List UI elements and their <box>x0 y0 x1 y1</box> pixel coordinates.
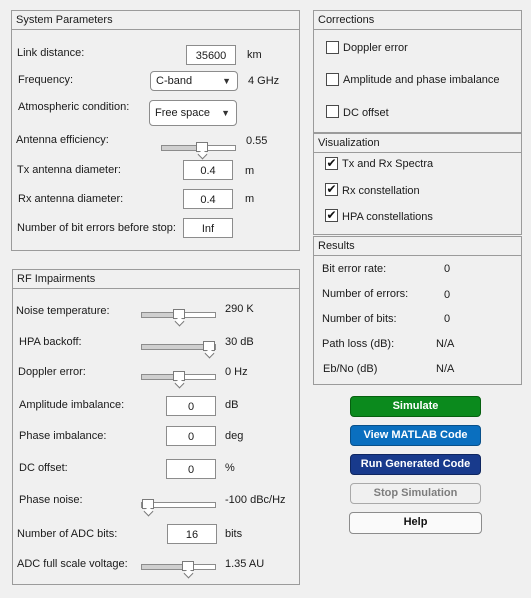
rx-diameter-label: Rx antenna diameter: <box>18 193 124 205</box>
hpa-constellations-label: HPA constellations <box>342 211 433 223</box>
dc-offset-unit: % <box>225 462 235 474</box>
antenna-efficiency-label: Antenna efficiency: <box>16 134 109 146</box>
frequency-value: C-band <box>156 75 193 87</box>
frequency-unit: 4 GHz <box>248 75 280 87</box>
adc-voltage-value: 1.35 AU <box>225 558 265 570</box>
link-distance-unit: km <box>247 49 262 61</box>
noise-temp-label: Noise temperature: <box>16 305 110 317</box>
atmospheric-label: Atmospheric condition: <box>18 101 130 113</box>
system-parameters-title: System Parameters <box>12 11 299 30</box>
phase-imbalance-field[interactable]: 0 <box>166 426 216 446</box>
help-button[interactable]: Help <box>349 512 482 534</box>
num-bits-value: 0 <box>444 313 451 325</box>
tx-diameter-field[interactable]: 0.4 <box>183 160 233 180</box>
phase-noise-value: -100 dBc/Hz <box>225 494 286 506</box>
rx-constellation-label: Rx constellation <box>342 185 420 197</box>
atmospheric-dropdown[interactable] <box>149 100 237 126</box>
link-distance-field[interactable]: 35600 <box>186 45 236 65</box>
ber-label: Bit error rate: <box>322 263 387 275</box>
dc-offset-field[interactable]: 0 <box>166 459 216 479</box>
corrections-title: Corrections <box>314 11 521 30</box>
adc-voltage-slider[interactable] <box>141 564 216 570</box>
amp-phase-imbalance-checkbox[interactable] <box>326 73 339 86</box>
frequency-dropdown[interactable] <box>150 71 238 91</box>
phase-noise-slider[interactable] <box>141 502 216 508</box>
visualization-title: Visualization <box>314 134 521 153</box>
amp-imbalance-label: Amplitude imbalance: <box>19 399 125 411</box>
chevron-down-icon: ▼ <box>222 76 231 86</box>
slider-thumb[interactable] <box>196 142 208 152</box>
amp-imbalance-unit: dB <box>225 399 239 411</box>
hpa-constellations-checkbox[interactable]: ✔ <box>326 208 337 222</box>
rf-impairments-title: RF Impairments <box>13 270 299 289</box>
num-errors-value: 0 <box>444 289 451 301</box>
phase-imbalance-unit: deg <box>225 430 244 442</box>
simulate-button[interactable]: Simulate <box>350 396 481 417</box>
view-matlab-code-button[interactable]: View MATLAB Code <box>350 425 481 446</box>
path-loss-label: Path loss (dB): <box>322 338 395 350</box>
slider-thumb[interactable] <box>173 371 185 381</box>
num-errors-label: Number of errors: <box>322 288 409 300</box>
tx-diameter-label: Tx antenna diameter: <box>17 164 121 176</box>
antenna-efficiency-slider[interactable] <box>161 145 236 151</box>
doppler-error-checkbox[interactable] <box>326 41 339 54</box>
phase-imbalance-label: Phase imbalance: <box>19 430 107 442</box>
frequency-label: Frequency: <box>18 74 74 86</box>
stop-simulation-button[interactable]: Stop Simulation <box>350 483 481 504</box>
slider-thumb[interactable] <box>182 561 194 571</box>
doppler-error-value: 0 Hz <box>225 366 248 378</box>
phase-noise-label: Phase noise: <box>19 494 83 506</box>
run-generated-code-button[interactable]: Run Generated Code <box>350 454 481 475</box>
hpa-backoff-value: 30 dB <box>225 336 254 348</box>
doppler-error-slider[interactable] <box>141 374 216 380</box>
hpa-backoff-slider[interactable] <box>141 344 216 350</box>
rx-diameter-field[interactable]: 0.4 <box>183 189 233 209</box>
link-distance-label: Link distance: <box>17 47 85 59</box>
amp-imbalance-field[interactable]: 0 <box>166 396 216 416</box>
dc-offset-checkbox[interactable] <box>326 105 339 118</box>
noise-temp-value: 290 K <box>225 303 254 315</box>
atmospheric-value: Free space <box>155 107 211 119</box>
slider-thumb[interactable] <box>173 309 185 319</box>
adc-voltage-label: ADC full scale voltage: <box>17 558 128 570</box>
adc-bits-label: Number of ADC bits: <box>17 528 118 540</box>
tx-diameter-unit: m <box>245 165 255 177</box>
dc-offset-label: DC offset: <box>19 462 68 474</box>
tx-rx-spectra-checkbox[interactable]: ✔ <box>326 156 337 170</box>
num-bits-label: Number of bits: <box>322 313 397 325</box>
results-title: Results <box>314 237 521 256</box>
rx-diameter-unit: m <box>245 193 255 205</box>
slider-thumb[interactable] <box>142 499 154 509</box>
doppler-correction-label: Doppler error <box>343 42 408 54</box>
chevron-down-icon: ▼ <box>221 108 230 118</box>
hpa-backoff-label: HPA backoff: <box>19 336 82 348</box>
slider-thumb[interactable] <box>203 341 215 351</box>
dc-offset-correction-label: DC offset <box>343 107 389 119</box>
rx-constellation-checkbox[interactable]: ✔ <box>326 182 337 196</box>
noise-temp-slider[interactable] <box>141 312 216 318</box>
bit-errors-field[interactable]: Inf <box>183 218 233 238</box>
path-loss-value: N/A <box>436 338 455 350</box>
adc-bits-unit: bits <box>225 528 243 540</box>
doppler-error-label: Doppler error: <box>18 366 86 378</box>
tx-rx-spectra-label: Tx and Rx Spectra <box>342 158 434 170</box>
ber-value: 0 <box>444 263 451 275</box>
bit-errors-label: Number of bit errors before stop: <box>17 222 176 234</box>
ebno-value: N/A <box>436 363 455 375</box>
ebno-label: Eb/No (dB) <box>323 363 378 375</box>
amp-phase-correction-label: Amplitude and phase imbalance <box>343 74 500 86</box>
adc-bits-field[interactable]: 16 <box>167 524 217 544</box>
antenna-efficiency-value: 0.55 <box>246 135 268 147</box>
